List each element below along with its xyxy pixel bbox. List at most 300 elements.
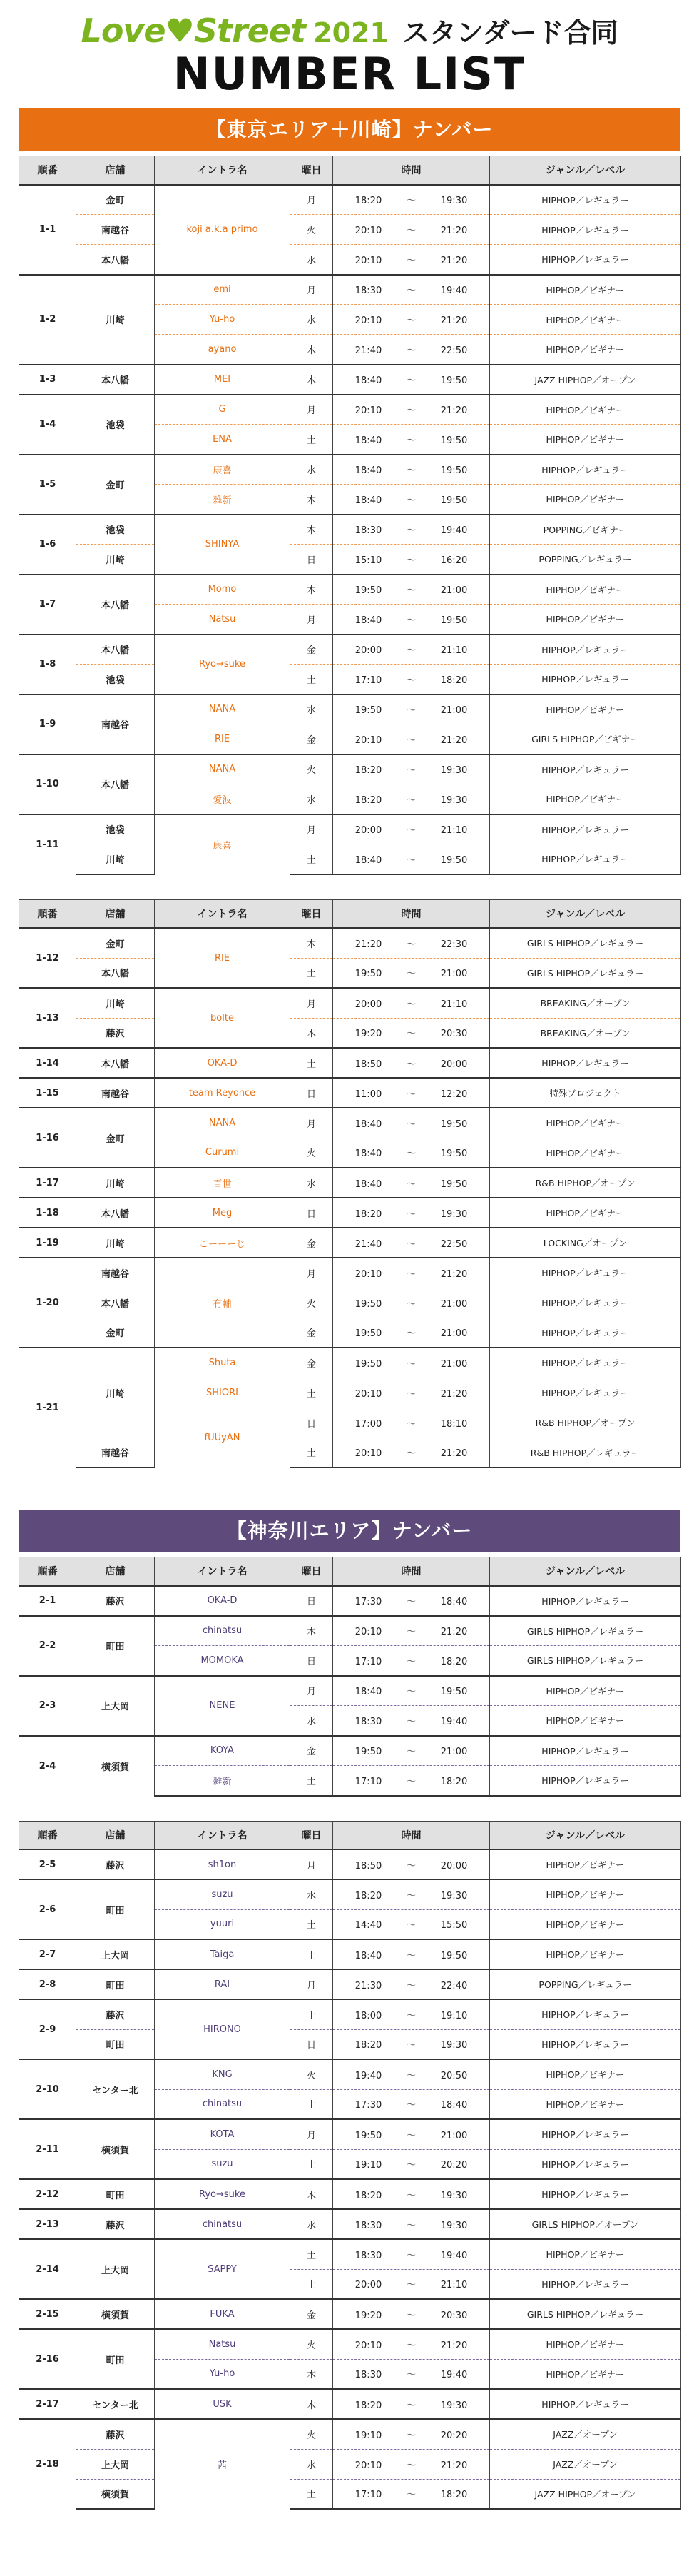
section-gap [0,1468,699,1510]
instructor-cell: chinatsu [155,2089,290,2119]
end-time: 20:30 [440,2310,468,2321]
time-separator: 〜 [406,1328,416,1340]
time-separator: 〜 [406,2430,416,2441]
start-time: 17:00 [354,1418,382,1430]
instructor-cell: FUKA [155,2299,290,2329]
store-cell: 上大岡 [76,2239,155,2299]
instructor-cell: 愛波 [155,784,290,814]
end-time: 18:10 [440,1418,468,1430]
genre-cell: HIPHOP／レギュラー [490,1378,681,1408]
column-header: 店舗 [76,1557,155,1586]
time-separator: 〜 [406,2160,416,2171]
time-separator: 〜 [406,1716,416,1727]
end-time: 21:00 [440,2130,468,2141]
time-separator: 〜 [406,1358,416,1370]
table-row [19,515,681,545]
time-cell [333,784,490,814]
day-cell: 土 [290,2269,333,2299]
end-time: 19:30 [440,1890,468,1901]
table-row [19,2119,681,2149]
time-cell [333,1258,490,1288]
end-time: 21:00 [440,1358,468,1370]
start-time: 20:10 [354,405,382,417]
end-time: 21:00 [440,585,468,597]
number-cell: 1-7 [19,575,76,635]
time-separator: 〜 [406,1029,416,1040]
store-cell: 町田 [76,2179,155,2209]
time-cell [333,1766,490,1796]
time-cell [333,694,490,724]
day-cell: 日 [290,1408,333,1438]
number-cell: 2-14 [19,2239,76,2299]
start-time: 17:10 [354,1776,382,1787]
genre-cell: JAZZ／オープン [490,2419,681,2449]
end-time: 19:10 [440,2010,468,2021]
instructor-cell: chinatsu [155,1616,290,1646]
time-separator: 〜 [406,1776,416,1787]
time-cell [333,1646,490,1676]
time-cell [333,605,490,635]
day-cell: 水 [290,1879,333,1909]
instructor-cell: NANA [155,754,290,784]
store-cell: 本八幡 [76,958,155,988]
genre-cell: HIPHOP／レギュラー [490,1586,681,1616]
start-time: 19:50 [354,969,382,980]
instructor-cell: RAI [155,1969,290,1999]
day-cell: 水 [290,694,333,724]
column-header: 時間 [333,899,490,928]
column-header: 曜日 [290,1557,333,1586]
time-cell [333,665,490,694]
genre-cell: R&B HIPHOP／オープン [490,1408,681,1438]
start-time: 17:10 [354,1656,382,1667]
end-time: 21:10 [440,2280,468,2291]
start-time: 18:20 [354,196,382,207]
time-cell [333,2389,490,2419]
table-row [19,1999,681,2029]
end-time: 19:30 [440,2190,468,2201]
store-cell: 南越谷 [76,694,155,754]
number-cell: 2-12 [19,2179,76,2209]
start-time: 20:10 [354,2340,382,2351]
time-separator: 〜 [406,794,416,806]
table-row [19,1198,681,1228]
time-cell [333,1228,490,1258]
start-time: 18:50 [354,1860,382,1872]
day-cell: 月 [290,395,333,425]
store-cell: 金町 [76,1108,155,1168]
day-cell: 月 [290,1258,333,1288]
start-time: 20:10 [354,1268,382,1280]
time-separator: 〜 [406,555,416,566]
end-time: 21:20 [440,734,468,746]
genre-cell: JAZZ／オープン [490,2449,681,2479]
end-time: 20:00 [440,1059,468,1070]
day-cell: 土 [290,1766,333,1796]
table-row [19,1348,681,1378]
store-cell: 金町 [76,1318,155,1348]
table-row [19,365,681,395]
time-separator: 〜 [406,2370,416,2381]
day-cell: 金 [290,1736,333,1766]
number-cell: 1-19 [19,1228,76,1258]
start-time: 18:40 [354,854,382,866]
genre-cell: R&B HIPHOP／オープン [490,1168,681,1198]
table-row [19,928,681,958]
start-time: 19:20 [354,2310,382,2321]
genre-cell: HIPHOP／レギュラー [490,635,681,665]
column-header: 順番 [19,1821,76,1849]
day-cell: 土 [290,425,333,455]
time-separator: 〜 [406,734,416,746]
day-cell: 水 [290,784,333,814]
genre-cell: HIPHOP／レギュラー [490,2119,681,2149]
day-cell: 月 [290,1969,333,1999]
day-cell: 火 [290,2059,333,2089]
time-cell [333,2029,490,2059]
column-header: 時間 [333,1821,490,1849]
start-time: 20:10 [354,255,382,266]
schedule-table [19,899,681,1469]
day-cell: 日 [290,1078,333,1108]
start-time: 21:30 [354,1980,382,1991]
genre-cell: 特殊プロジェクト [490,1078,681,1108]
table-row [19,2059,681,2089]
day-cell: 日 [290,545,333,575]
end-time: 19:50 [440,435,468,446]
time-separator: 〜 [406,939,416,950]
time-cell [333,2449,490,2479]
instructor-cell: suzu [155,1879,290,1909]
store-cell: 南越谷 [76,1078,155,1108]
time-cell [333,2419,490,2449]
time-separator: 〜 [406,495,416,506]
start-time: 19:50 [354,2130,382,2141]
instructor-cell: MEI [155,365,290,395]
store-cell: 本八幡 [76,754,155,814]
end-time: 20:30 [440,1029,468,1040]
number-cell: 1-2 [19,275,76,365]
table-row [19,814,681,844]
table-row [19,1939,681,1969]
day-cell: 水 [290,1706,333,1736]
instructor-cell: 茜 [155,2419,290,2509]
store-cell: 上大岡 [76,1939,155,1969]
table-row [19,245,681,275]
day-cell: 土 [290,958,333,988]
time-separator: 〜 [406,2310,416,2321]
genre-cell: HIPHOP／ビギナー [490,1939,681,1969]
time-separator: 〜 [406,825,416,837]
day-cell: 木 [290,515,333,545]
brand-year: 2021 [313,17,389,49]
time-cell [333,1909,490,1939]
end-time: 19:40 [440,1716,468,1727]
number-cell: 2-13 [19,2209,76,2239]
column-header: 時間 [333,1557,490,1586]
store-cell: 上大岡 [76,1676,155,1736]
start-time: 18:30 [354,2250,382,2261]
time-separator: 〜 [406,1687,416,1698]
end-time: 19:50 [440,375,468,386]
genre-cell: HIPHOP／レギュラー [490,1999,681,2029]
time-cell [333,215,490,245]
time-separator: 〜 [406,1597,416,1607]
store-cell: 南越谷 [76,1438,155,1468]
time-cell [333,2329,490,2359]
end-time: 19:30 [440,2400,468,2411]
genre-cell: GIRLS HIPHOP／レギュラー [490,1616,681,1646]
number-cell: 2-7 [19,1939,76,1969]
store-cell: 南越谷 [76,215,155,245]
number-cell: 1-4 [19,395,76,455]
time-cell [333,395,490,425]
genre-cell: HIPHOP／ビギナー [490,2329,681,2359]
store-cell: センター北 [76,2059,155,2119]
start-time: 17:10 [354,675,382,686]
start-time: 18:30 [354,2370,382,2381]
store-cell: 藤沢 [76,1586,155,1616]
day-cell: 月 [290,605,333,635]
genre-cell: HIPHOP／ビギナー [490,605,681,635]
day-cell: 土 [290,2089,333,2119]
time-separator: 〜 [406,345,416,356]
genre-cell: HIPHOP／ビギナー [490,2059,681,2089]
time-separator: 〜 [406,2400,416,2411]
time-cell [333,455,490,485]
end-time: 21:10 [440,999,468,1010]
day-cell: 日 [290,1586,333,1616]
start-time: 21:40 [354,1238,382,1250]
start-time: 20:00 [354,2280,382,2291]
table-row [19,1288,681,1318]
time-separator: 〜 [406,1656,416,1667]
end-time: 15:50 [440,1920,468,1931]
time-cell [333,485,490,515]
number-cell: 1-1 [19,185,76,275]
number-cell: 2-17 [19,2389,76,2419]
instructor-cell: SAPPY [155,2239,290,2299]
day-cell: 水 [290,245,333,275]
day-cell: 土 [290,1048,333,1078]
genre-cell: HIPHOP／ビギナー [490,1198,681,1228]
table-row [19,1168,681,1198]
time-cell [333,365,490,395]
genre-cell: HIPHOP／レギュラー [490,455,681,485]
end-time: 22:50 [440,1238,468,1250]
instructor-cell: OKA-D [155,1586,290,1616]
time-separator: 〜 [406,999,416,1010]
end-time: 19:50 [440,1950,468,1961]
end-time: 19:30 [440,196,468,207]
time-cell [333,185,490,215]
end-time: 19:50 [440,1178,468,1190]
end-time: 20:20 [440,2430,468,2441]
end-time: 19:50 [440,615,468,626]
number-cell: 1-16 [19,1108,76,1168]
day-cell: 水 [290,455,333,485]
time-cell [333,2359,490,2389]
day-cell: 月 [290,185,333,215]
number-cell: 1-18 [19,1198,76,1228]
column-header: ジャンル／レベル [490,899,681,928]
start-time: 18:20 [354,2190,382,2201]
end-time: 19:30 [440,2040,468,2051]
time-cell [333,1288,490,1318]
time-separator: 〜 [406,1268,416,1280]
start-time: 20:10 [354,1448,382,1460]
day-cell: 火 [290,754,333,784]
store-cell: 町田 [76,1879,155,1939]
time-cell [333,1999,490,2029]
store-cell: 藤沢 [76,1999,155,2029]
day-cell: 金 [290,2299,333,2329]
day-cell: 木 [290,485,333,515]
end-time: 19:50 [440,465,468,477]
start-time: 20:10 [354,226,382,236]
start-time: 19:50 [354,1358,382,1370]
instructor-cell: 雑新 [155,485,290,515]
start-time: 19:50 [354,1747,382,1758]
day-cell: 土 [290,1438,333,1468]
table-row [19,694,681,724]
number-cell: 1-15 [19,1078,76,1108]
time-cell [333,1018,490,1048]
column-header: 順番 [19,156,76,185]
time-cell [333,245,490,275]
time-cell [333,814,490,844]
column-header: イントラ名 [155,899,290,928]
store-cell: 川崎 [76,545,155,575]
time-separator: 〜 [406,405,416,417]
start-time: 19:50 [354,705,382,717]
store-cell: 藤沢 [76,1849,155,1879]
store-cell: 川崎 [76,1228,155,1258]
time-cell [333,1706,490,1736]
start-time: 18:20 [354,1208,382,1220]
time-separator: 〜 [406,1089,416,1100]
header-row [19,899,681,928]
table-row [19,2209,681,2239]
time-cell [333,2269,490,2299]
end-time: 18:40 [440,2100,468,2111]
number-cell: 1-21 [19,1348,76,1468]
genre-cell: R&B HIPHOP／レギュラー [490,1438,681,1468]
genre-cell: HIPHOP／ビギナー [490,2239,681,2269]
end-time: 21:20 [440,1268,468,1280]
day-cell: 水 [290,2449,333,2479]
column-header: 店舗 [76,899,155,928]
table-row [19,1676,681,1706]
time-cell [333,2239,490,2269]
time-separator: 〜 [406,585,416,597]
day-cell: 日 [290,1646,333,1676]
header-row [19,1557,681,1586]
start-time: 21:20 [354,939,382,950]
genre-cell: GIRLS HIPHOP／レギュラー [490,2299,681,2329]
time-cell [333,2089,490,2119]
genre-cell: HIPHOP／レギュラー [490,2029,681,2059]
start-time: 19:10 [354,2430,382,2441]
time-cell [333,425,490,455]
start-time: 18:40 [354,465,382,477]
column-header: 曜日 [290,156,333,185]
genre-cell: BREAKING／オープン [490,988,681,1018]
end-time: 16:20 [440,555,468,566]
day-cell: 月 [290,1108,333,1138]
start-time: 17:30 [354,2100,382,2111]
time-separator: 〜 [406,615,416,626]
time-separator: 〜 [406,1118,416,1130]
time-separator: 〜 [406,675,416,686]
time-separator: 〜 [406,2010,416,2021]
end-time: 21:20 [440,1388,468,1400]
start-time: 17:10 [354,2490,382,2501]
store-cell: 本八幡 [76,1198,155,1228]
end-time: 21:10 [440,825,468,837]
day-cell: 木 [290,2179,333,2209]
instructor-cell: Natsu [155,605,290,635]
end-time: 19:50 [440,854,468,866]
time-cell [333,1168,490,1198]
end-time: 21:20 [440,2460,468,2471]
genre-cell: HIPHOP／ビギナー [490,1676,681,1706]
time-cell [333,2149,490,2179]
number-cell: 2-9 [19,1999,76,2059]
number-cell: 2-10 [19,2059,76,2119]
time-separator: 〜 [406,1208,416,1220]
store-cell: 藤沢 [76,1018,155,1048]
table-row [19,455,681,485]
table-row [19,1318,681,1348]
start-time: 18:30 [354,1716,382,1727]
end-time: 19:30 [440,765,468,777]
end-time: 19:40 [440,525,468,537]
number-cell: 1-17 [19,1168,76,1198]
time-cell [333,958,490,988]
number-cell: 1-8 [19,635,76,694]
genre-cell: HIPHOP／レギュラー [490,215,681,245]
store-cell: 本八幡 [76,245,155,275]
number-cell: 2-11 [19,2119,76,2179]
genre-cell: HIPHOP／ビギナー [490,784,681,814]
end-time: 18:20 [440,1776,468,1787]
start-time: 18:40 [354,1687,382,1698]
store-cell: センター北 [76,2389,155,2419]
day-cell: 水 [290,305,333,335]
start-time: 20:00 [354,825,382,837]
store-cell: 池袋 [76,515,155,545]
store-cell: 町田 [76,2329,155,2389]
time-cell [333,1378,490,1408]
day-cell: 金 [290,635,333,665]
time-cell [333,754,490,784]
start-time: 17:30 [354,1597,382,1607]
day-cell: 土 [290,1909,333,1939]
column-header: 店舗 [76,156,155,185]
time-cell [333,988,490,1018]
store-cell: 町田 [76,2029,155,2059]
genre-cell: HIPHOP／レギュラー [490,1766,681,1796]
store-cell: 金町 [76,455,155,515]
start-time: 18:20 [354,2040,382,2051]
day-cell: 木 [290,1018,333,1048]
store-cell: 川崎 [76,1348,155,1438]
genre-cell: GIRLS HIPHOP／レギュラー [490,928,681,958]
instructor-cell: Shuta [155,1348,290,1378]
end-time: 21:00 [440,969,468,980]
instructor-cell: RIE [155,724,290,754]
